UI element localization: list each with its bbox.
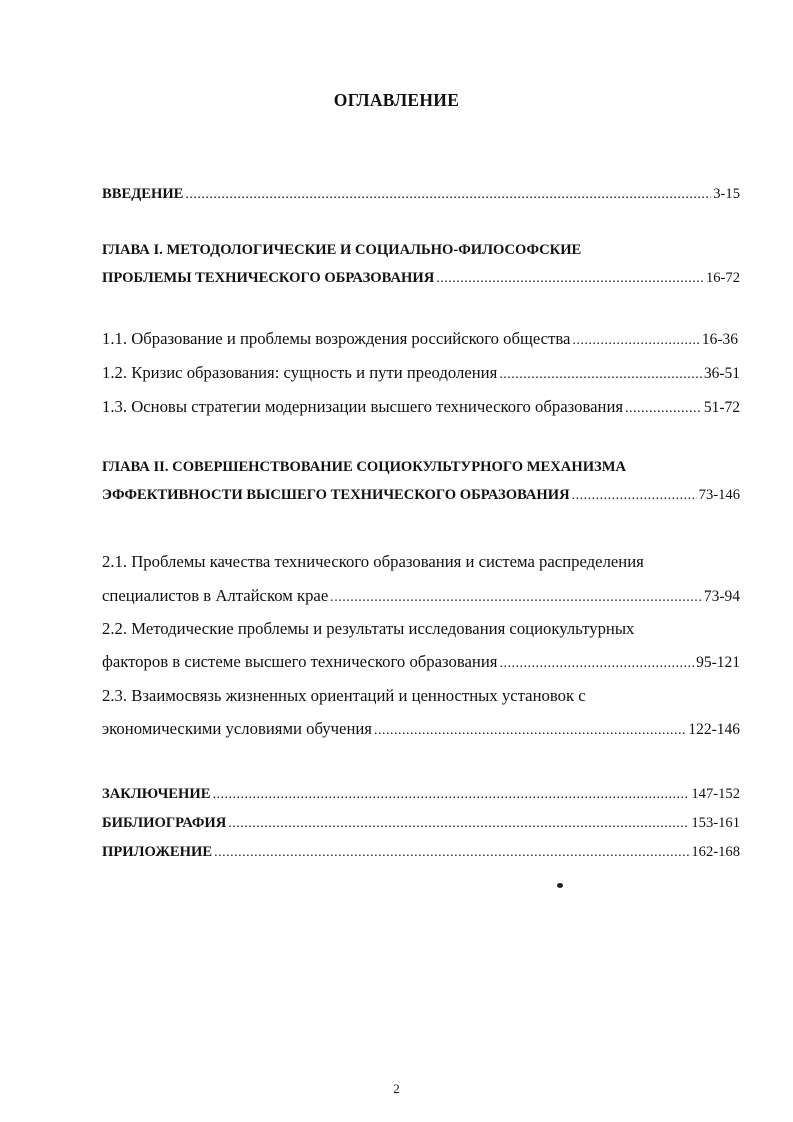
toc-entry-bibliography [102,815,740,839]
toc-entry-pages: 36-51 [703,365,740,382]
dot-leader [436,271,704,287]
dot-leader [572,333,699,349]
toc-entry-pages: 16-72 [705,270,740,286]
dot-leader [572,488,697,504]
page-number: 2 [393,1081,400,1096]
toc-entry-label: экономическими условиями обучения [102,719,372,738]
toc-entry-pages: 122-146 [688,721,740,738]
toc-entry-pages: 162-168 [691,844,740,860]
toc-entry-label: 1.2. Кризис образования: сущность и пути преодоления [102,363,498,382]
toc-entry-section-1-2 [102,363,740,387]
dot-leader [185,187,711,203]
dot-leader [214,845,689,861]
toc-entry-section-1-1 [102,329,738,353]
toc-entry-pages: 51-72 [703,399,740,416]
toc-entry-section-2-1 [102,586,740,610]
toc-entry-pages: 73-94 [703,588,740,605]
toc-entry-label: ПРИЛОЖЕНИЕ [102,844,213,860]
toc-entry-label: специалистов в Алтайском крае [102,586,329,605]
toc-entry-pages: 147-152 [691,786,740,802]
toc-entry-chapter1 [102,270,740,294]
toc-entry-pages: 153-161 [691,815,740,831]
toc-entry-label: ЭФФЕКТИВНОСТИ ВЫСШЕГО ТЕХНИЧЕСКОГО ОБРАЗОВАНИЯ [102,487,570,503]
toc-entry-section-2-3 [102,719,740,743]
dot-leader [499,656,694,672]
toc-entry-section-2-2 [102,652,740,676]
section-2-3-line1: 2.3. Взаимосвязь жизненных ориентаций и ценностных установок с [102,686,586,705]
chapter1-title-line1: ГЛАВА I. МЕТОДОЛОГИЧЕСКИЕ И СОЦИАЛЬНО-ФИЛОСОФСКИЕ [102,242,582,258]
toc-entry-section-1-3 [102,397,740,421]
toc-entry-label: БИБЛИОГРАФИЯ [102,815,227,831]
toc-entry-conclusion [102,786,740,810]
toc-entry-appendix [102,844,740,868]
toc-entry-intro [102,186,740,210]
toc-entry-label: ЗАКЛЮЧЕНИЕ [102,786,211,802]
dot-leader [374,723,686,739]
scan-speck [557,883,563,888]
dot-leader [330,590,702,606]
toc-entry-label: 1.1. Образование и проблемы возрождения российского общества [102,329,571,348]
dot-leader [228,816,689,832]
toc-entry-pages: 73-146 [698,487,740,503]
toc-entry-pages: 16-36 [701,331,738,348]
toc-entry-label: факторов в системе высшего технического образования [102,652,498,671]
section-2-2-line1: 2.2. Методические проблемы и результаты исследования социокультурных [102,619,635,638]
dot-leader [499,367,702,383]
toc-entry-pages: 95-121 [696,654,740,671]
toc-entry-chapter2 [102,487,740,511]
toc-entry-label: 1.3. Основы стратегии модернизации высшего технического образования [102,397,624,416]
toc-entry-pages: 3-15 [713,186,740,202]
toc-entry-label: ПРОБЛЕМЫ ТЕХНИЧЕСКОГО ОБРАЗОВАНИЯ [102,270,435,286]
toc-entry-label: ВВЕДЕНИЕ [102,186,184,202]
section-2-1-line1: 2.1. Проблемы качества технического образования и система распределения [102,552,644,571]
dot-leader [212,787,689,803]
chapter2-title-line1: ГЛАВА II. СОВЕРШЕНСТВОВАНИЕ СОЦИОКУЛЬТУРНОГО МЕХАНИЗМА [102,459,627,475]
dot-leader [625,401,702,417]
page-title: ОГЛАВЛЕНИЕ [333,90,460,110]
